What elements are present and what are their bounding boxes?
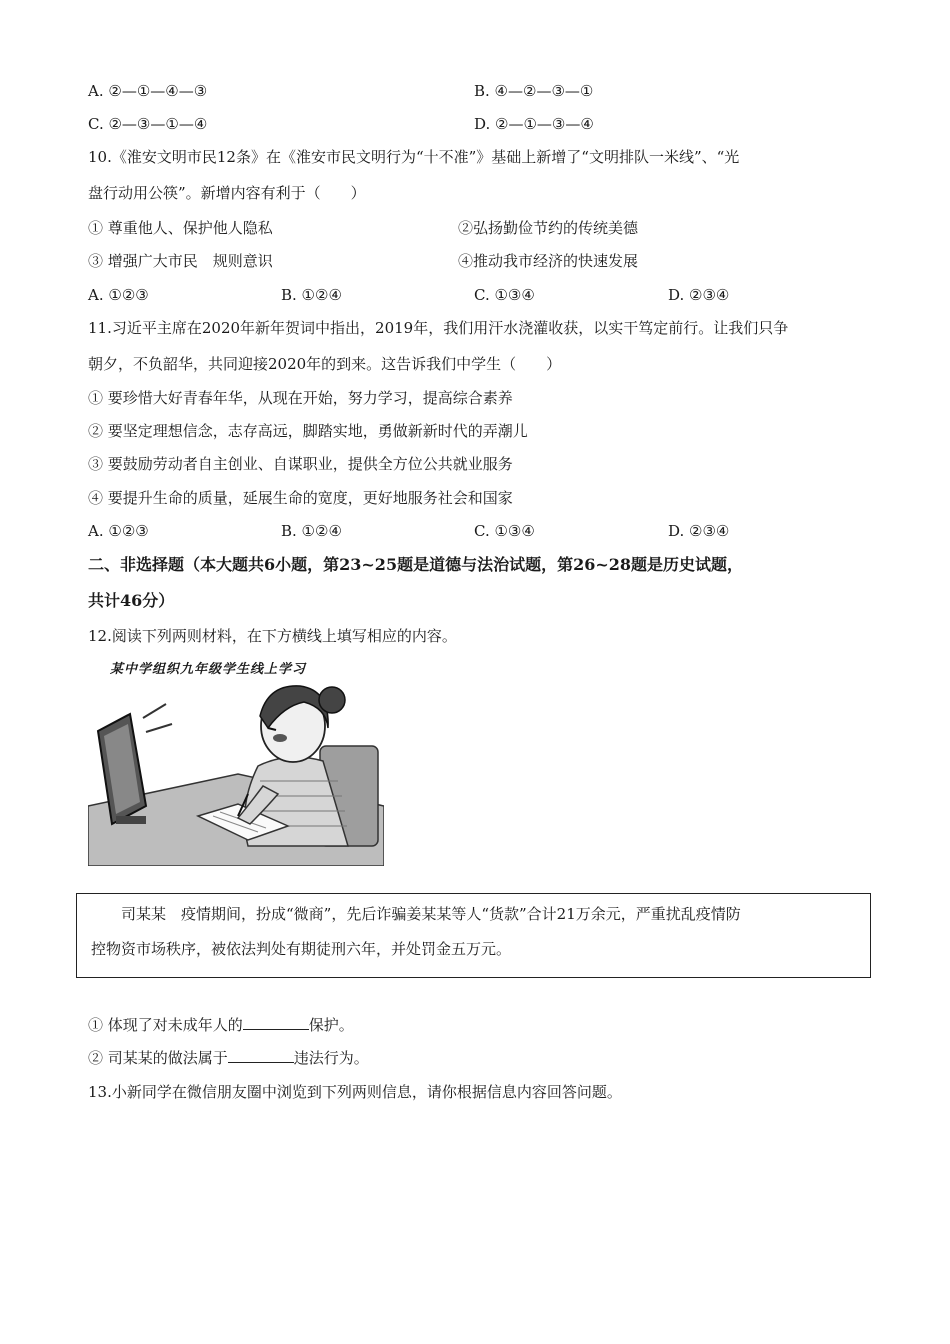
online-study-illustration (88, 656, 384, 866)
q9-option-a: A. ②—①—④—③ (88, 82, 208, 100)
q10-item-1: ① 尊重他人、保护他人隐私 (88, 219, 273, 237)
q11-item-3: ③ 要鼓励劳动者自主创业、自谋职业，提供全方位公共就业服务 (88, 455, 513, 473)
student-at-computer-drawing (88, 656, 384, 866)
q12-fill2-after: 违法行为。 (293, 1049, 369, 1067)
q11-stem-line2: 朝夕，不负韶华，共同迎接2020年的到来。这告诉我们中学生（ ） (88, 355, 562, 373)
q11-option-c: C. ①③④ (474, 522, 535, 540)
q11-stem-line1: 11.习近平主席在2020年新年贺词中指出，2019年，我们用汗水浇灌收获，以实干笃定前行。让我们只争 (88, 319, 789, 337)
q10-item-2: ②弘扬勤俭节约的传统美德 (458, 219, 639, 237)
q12-fill-2 (88, 1048, 369, 1068)
q12-stem: 12.阅读下列两则材料，在下方横线上填写相应的内容。 (88, 627, 457, 645)
q10-option-b: B. ①②④ (281, 286, 342, 304)
q10-stem-line1: 10.《淮安文明市民12条》在《淮安市民文明行为“十不准”》基础上新增了“文明排队一米线”、“光 (88, 148, 740, 166)
q10-option-a: A. ①②③ (88, 286, 149, 304)
section2-title-line1: 二、非选择题（本大题共6小题，第23~25题是道德与法治试题，第26~28题是历史试题， (88, 555, 744, 574)
q12-fill1-before: ① 体现了对未成年人的 (88, 1016, 243, 1034)
q10-stem-line2: 盘行动用公筷”。新增内容有利于（ ） (88, 184, 366, 202)
q12-blank-1[interactable] (243, 1015, 309, 1030)
q10-item-4: ④推动我市经济的快速发展 (458, 252, 639, 270)
q9-option-c: C. ②—③—①—④ (88, 115, 208, 133)
q12-fill2-before: ② 司某某的做法属于 (88, 1049, 228, 1067)
q9-option-d: D. ②—①—③—④ (474, 115, 594, 133)
material-line1: 司某某 疫情期间，扮成“微商”，先后诈骗姜某某等人“货款”合计21万余元，严重扰乱疫情防 (121, 905, 741, 923)
q10-item-3: ③ 增强广大市民 规则意识 (88, 252, 273, 270)
q11-option-b: B. ①②④ (281, 522, 342, 540)
q12-blank-2[interactable] (228, 1048, 294, 1063)
q13-stem: 13.小新同学在微信朋友圈中浏览到下列两则信息，请你根据信息内容回答问题。 (88, 1083, 622, 1101)
q11-item-4: ④ 要提升生命的质量，延展生命的宽度，更好地服务社会和国家 (88, 489, 513, 507)
q11-item-1: ① 要珍惜大好青春年华，从现在开始，努力学习，提高综合素养 (88, 389, 513, 407)
illustration-caption: 某中学组织九年级学生线上学习 (110, 662, 307, 677)
q12-fill-1 (88, 1015, 354, 1035)
q9-option-b: B. ④—②—③—① (474, 82, 594, 100)
q11-option-d: D. ②③④ (668, 522, 730, 540)
material-line2: 控物资市场秩序，被依法判处有期徒刑六年，并处罚金五万元。 (91, 940, 512, 958)
section2-title-line2: 共计46分） (88, 591, 175, 610)
q10-option-c: C. ①③④ (474, 286, 535, 304)
material-box (76, 893, 871, 978)
q11-item-2: ② 要坚定理想信念，志存高远，脚踏实地，勇做新新时代的弄潮儿 (88, 422, 528, 440)
q11-option-a: A. ①②③ (88, 522, 149, 540)
q10-option-d: D. ②③④ (668, 286, 730, 304)
q12-fill1-after: 保护。 (308, 1016, 354, 1034)
